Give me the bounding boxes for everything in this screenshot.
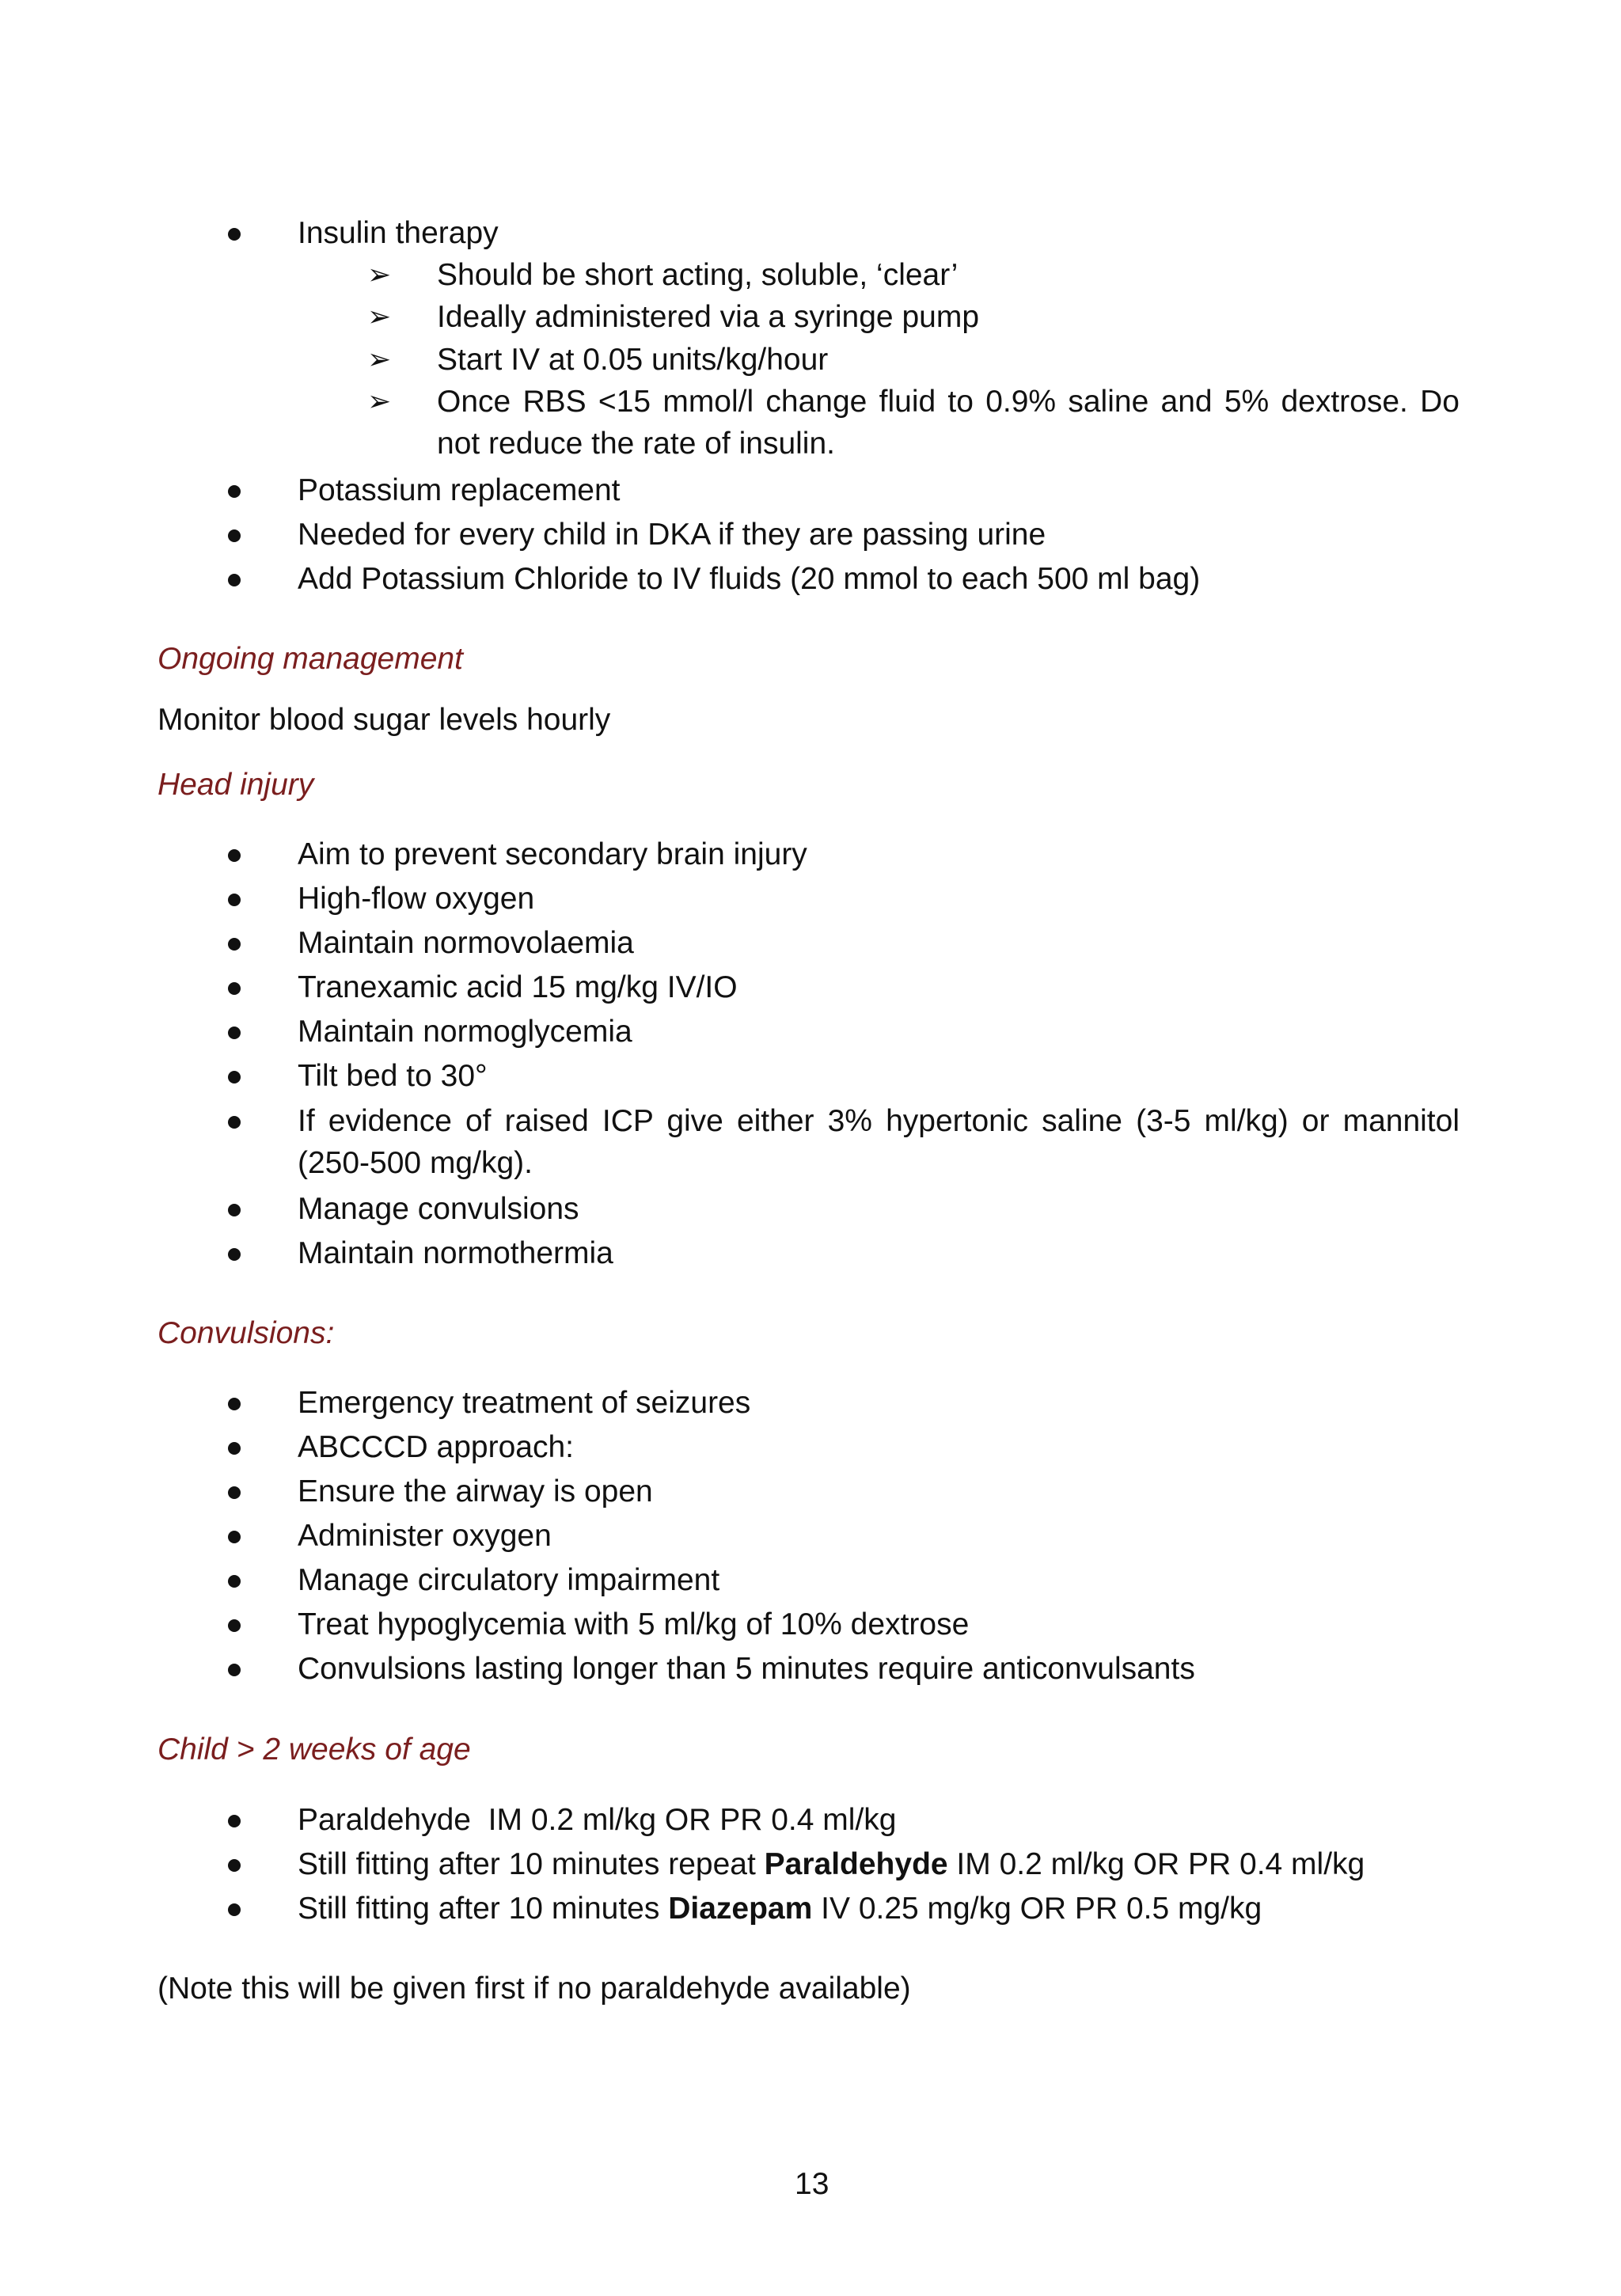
bullet-icon (228, 1859, 241, 1872)
bullet-icon (228, 1027, 241, 1039)
list-item: Tilt bed to 30° (298, 1059, 488, 1093)
list-item: Convulsions lasting longer than 5 minutes require anticonvulsants (298, 1652, 1195, 1686)
drug-name-diazepam: Diazepam (668, 1892, 813, 1926)
bullet-icon (228, 1248, 241, 1261)
bullet-icon (228, 1398, 241, 1410)
list-item: ABCCCD approach: (298, 1430, 574, 1464)
page-number: 13 (795, 2167, 829, 2201)
item-text: IV 0.25 mg/kg OR PR 0.5 mg/kg (812, 1892, 1262, 1926)
bullet-icon (228, 1071, 241, 1083)
head-injury-heading: Head injury (158, 768, 314, 802)
insulin-subitem-line2: not reduce the rate of insulin. (437, 427, 835, 461)
bullet-icon (228, 1486, 241, 1499)
icp-line2: (250-500 mg/kg). (298, 1146, 533, 1180)
insulin-therapy-item: Insulin therapy (298, 216, 499, 250)
icp-line1: If evidence of raised ICP give either 3% hypertonic saline (3-5 ml/kg) or mannitol (298, 1104, 1460, 1138)
convulsions-heading: Convulsions: (158, 1316, 335, 1350)
bullet-icon (228, 1903, 241, 1916)
list-item: Treat hypoglycemia with 5 ml/kg of 10% dextrose (298, 1607, 970, 1641)
drug-name-paraldehyde: Paraldehyde (764, 1847, 948, 1881)
list-item (298, 1846, 1365, 1884)
item-text: Still fitting after 10 minutes (298, 1892, 669, 1926)
list-item (298, 1891, 1262, 1928)
list-item: Maintain normoglycemia (298, 1015, 632, 1049)
bullet-icon (228, 529, 241, 542)
item-text: IM 0.2 ml/kg OR PR 0.4 ml/kg (947, 1847, 1365, 1881)
child-age-heading: Child > 2 weeks of age (158, 1732, 471, 1767)
list-item: Paraldehyde IM 0.2 ml/kg OR PR 0.4 ml/kg (298, 1803, 897, 1837)
arrow-bullet-icon: ➢ (367, 259, 392, 291)
bullet-icon (228, 485, 241, 498)
note-text: (Note this will be given first if no paraldehyde available) (158, 1972, 911, 2006)
list-item: Administer oxygen (298, 1519, 552, 1553)
list-item: Maintain normothermia (298, 1236, 613, 1270)
bullet-icon (228, 982, 241, 995)
bullet-icon (228, 228, 241, 241)
list-item: Needed for every child in DKA if they are passing urine (298, 518, 1046, 552)
arrow-bullet-icon: ➢ (367, 343, 392, 376)
item-text: Still fitting after 10 minutes repeat (298, 1847, 765, 1881)
list-item: Aim to prevent secondary brain injury (298, 837, 807, 871)
arrow-bullet-icon: ➢ (367, 385, 392, 418)
list-item: Maintain normovolaemia (298, 926, 634, 960)
list-item: Add Potassium Chloride to IV fluids (20 mmol to each 500 ml bag) (298, 562, 1201, 596)
ongoing-management-heading: Ongoing management (158, 642, 463, 676)
bullet-icon (228, 1204, 241, 1216)
list-item: Ensure the airway is open (298, 1474, 653, 1509)
insulin-subitem: Ideally administered via a syringe pump (437, 300, 980, 334)
insulin-subitem: Start IV at 0.05 units/kg/hour (437, 343, 829, 377)
bullet-icon (228, 1575, 241, 1588)
bullet-icon (228, 1815, 241, 1827)
bullet-icon (228, 1116, 241, 1129)
insulin-subitem-line1: Once RBS <15 mmol/l change fluid to 0.9% saline and 5% dextrose. Do (437, 385, 1460, 419)
bullet-icon (228, 894, 241, 906)
list-item: Tranexamic acid 15 mg/kg IV/IO (298, 970, 738, 1004)
list-item: Potassium replacement (298, 473, 621, 507)
bullet-icon (228, 849, 241, 862)
list-item: Emergency treatment of seizures (298, 1386, 751, 1420)
arrow-bullet-icon: ➢ (367, 301, 392, 333)
list-item: Manage convulsions (298, 1192, 579, 1226)
bullet-icon (228, 1664, 241, 1676)
bullet-icon (228, 1531, 241, 1543)
insulin-subitem: Should be short acting, soluble, ‘clear’ (437, 258, 959, 292)
list-item: High-flow oxygen (298, 882, 535, 916)
ongoing-management-text: Monitor blood sugar levels hourly (158, 703, 611, 737)
bullet-icon (228, 1442, 241, 1455)
bullet-icon (228, 574, 241, 586)
bullet-icon (228, 1619, 241, 1632)
bullet-icon (228, 938, 241, 951)
list-item: Manage circulatory impairment (298, 1563, 720, 1597)
